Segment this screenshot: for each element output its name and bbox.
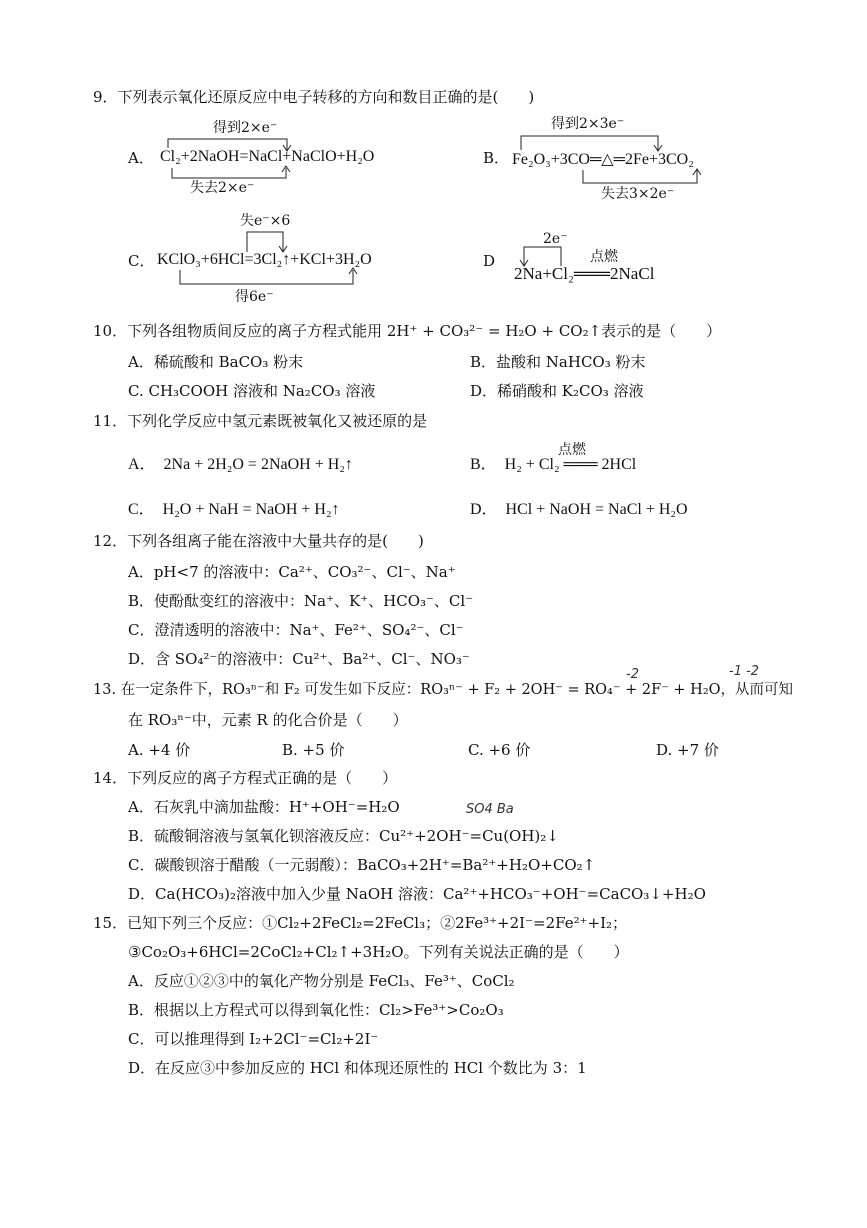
q13-option-a: A. +4 价 bbox=[128, 741, 191, 759]
q9-c-equation: KClO₃+6HCl=3Cl₂↑+KCl+3H₂O bbox=[157, 251, 372, 268]
q14-option-a: A．石灰乳中滴加盐酸：H⁺+OH⁻=H₂O bbox=[128, 798, 400, 816]
q13-option-b: B. +5 价 bbox=[282, 741, 345, 759]
q11-option-d: D． HCl + NaOH = NaCl + H₂O bbox=[470, 501, 688, 518]
q13-handwriting-2: -1 -2 bbox=[729, 664, 760, 679]
q9-b-label: B． bbox=[483, 149, 510, 167]
q12-option-c: C．澄清透明的溶液中：Na⁺、Fe²⁺、SO₄²⁻、Cl⁻ bbox=[128, 621, 464, 639]
q11-option-b: B． H₂ + Cl₂ ═══ 2HCl bbox=[470, 456, 637, 473]
q13-option-d: D. +7 价 bbox=[656, 741, 719, 759]
q9-d-label: D bbox=[483, 252, 496, 270]
q9-b-equation: Fe₂O₃+3CO═△═2Fe+3CO₂ bbox=[512, 151, 694, 168]
question-10-stem: 10．下列各组物质间反应的离子方程式能用 2H⁺ + CO₃²⁻ = H₂O + CO₂↑表示的是（ ） bbox=[93, 322, 722, 340]
question-12-stem: 12．下列各组离子能在溶液中大量共存的是( ) bbox=[93, 532, 424, 550]
question-11-stem: 11．下列化学反应中氢元素既被氧化又被还原的是 bbox=[93, 412, 428, 430]
q9-a-label: A． bbox=[128, 149, 154, 167]
q10-option-d: D．稀硝酸和 K₂CO₃ 溶液 bbox=[470, 382, 644, 400]
q14-handwriting: SO4 Ba bbox=[466, 802, 514, 817]
q13-handwriting-1: -2 bbox=[626, 667, 639, 682]
q9-d-condition: 点燃 bbox=[590, 249, 618, 265]
q10-option-a: A．稀硫酸和 BaCO₃ 粉末 bbox=[128, 353, 304, 371]
q10-option-b: B．盐酸和 NaHCO₃ 粉末 bbox=[470, 353, 646, 371]
q9-d-equation: 2Na+Cl₂═══2NaCl bbox=[514, 264, 655, 283]
q9-b-top-label: 得到2×3e⁻ bbox=[551, 116, 625, 132]
question-9-stem: 9．下列表示氧化还原反应中电子转移的方向和数目正确的是( ) bbox=[93, 88, 535, 106]
q11-b-condition: 点燃 bbox=[558, 442, 586, 458]
q15-option-d: D．在反应③中参加反应的 HCl 和体现还原性的 HCl 个数比为 3：1 bbox=[128, 1059, 587, 1077]
q15-option-a: A．反应①②③中的氧化产物分别是 FeCl₃、Fe³⁺、CoCl₂ bbox=[128, 972, 515, 990]
q14-option-b: B．硫酸铜溶液与氢氧化钡溶液反应：Cu²⁺+2OH⁻=Cu(OH)₂↓ bbox=[128, 827, 559, 845]
q9-d-top-label: 2e⁻ bbox=[543, 231, 568, 247]
q13-option-c: C. +6 价 bbox=[468, 741, 531, 759]
q9-a-top-label: 得到2×e⁻ bbox=[213, 120, 278, 136]
q9-a-equation: Cl₂+2NaOH=NaCl+NaClO+H₂O bbox=[160, 148, 375, 165]
question-13-stem: 13. 在一定条件下，RO₃ⁿ⁻和 F₂ 可发生如下反应：RO₃ⁿ⁻ + F₂ + 2OH⁻ = RO₄⁻ + 2F⁻ + H₂O，从而可知 bbox=[93, 682, 794, 698]
q9-c-label: C． bbox=[128, 252, 155, 270]
q10-option-c: C. CH₃COOH 溶液和 Na₂CO₃ 溶液 bbox=[128, 382, 376, 400]
q12-option-b: B．使酚酞变红的溶液中：Na⁺、K⁺、HCO₃⁻、Cl⁻ bbox=[128, 592, 474, 610]
q15-option-c: C．可以推理得到 I₂+2Cl⁻=Cl₂+2I⁻ bbox=[128, 1030, 379, 1048]
q9-a-bottom-label: 失去2×e⁻ bbox=[190, 180, 255, 196]
q11-option-a: A． 2Na + 2H₂O = 2NaOH + H₂↑ bbox=[128, 456, 353, 473]
question-15-stem: 15．已知下列三个反应：①Cl₂+2FeCl₂=2FeCl₃；②2Fe³⁺+2I⁻=2Fe²⁺+I₂； bbox=[93, 914, 628, 932]
q14-option-d: D．Ca(HCO₃)₂溶液中加入少量 NaOH 溶液：Ca²⁺+HCO₃⁻+OH⁻=CaCO₃↓+H₂O bbox=[128, 885, 706, 903]
q15-option-b: B．根据以上方程式可以得到氧化性：Cl₂>Fe³⁺>Co₂O₃ bbox=[128, 1001, 504, 1019]
q9-b-bottom-label: 失去3×2e⁻ bbox=[601, 186, 675, 202]
q12-option-a: A．pH<7 的溶液中：Ca²⁺、CO₃²⁻、Cl⁻、Na⁺ bbox=[128, 563, 456, 581]
question-13-stem-2: 在 RO₃ⁿ⁻中，元素 R 的化合价是（ ） bbox=[128, 711, 408, 729]
q14-option-c: C．碳酸钡溶于醋酸（一元弱酸）：BaCO₃+2H⁺=Ba²⁺+H₂O+CO₂↑ bbox=[128, 856, 596, 874]
q9-c-bottom-label: 得6e⁻ bbox=[235, 289, 274, 305]
q12-option-d: D．含 SO₄²⁻的溶液中：Cu²⁺、Ba²⁺、Cl⁻、NO₃⁻ bbox=[128, 650, 470, 668]
question-14-stem: 14．下列反应的离子方程式正确的是（ ） bbox=[93, 769, 398, 787]
q9-c-top-label: 失e⁻×6 bbox=[240, 213, 291, 229]
q11-option-c: C． H₂O + NaH = NaOH + H₂↑ bbox=[128, 501, 340, 518]
question-15-stem-2: ③Co₂O₃+6HCl=2CoCl₂+Cl₂↑+3H₂O。下列有关说法正确的是（ ） bbox=[128, 943, 629, 961]
